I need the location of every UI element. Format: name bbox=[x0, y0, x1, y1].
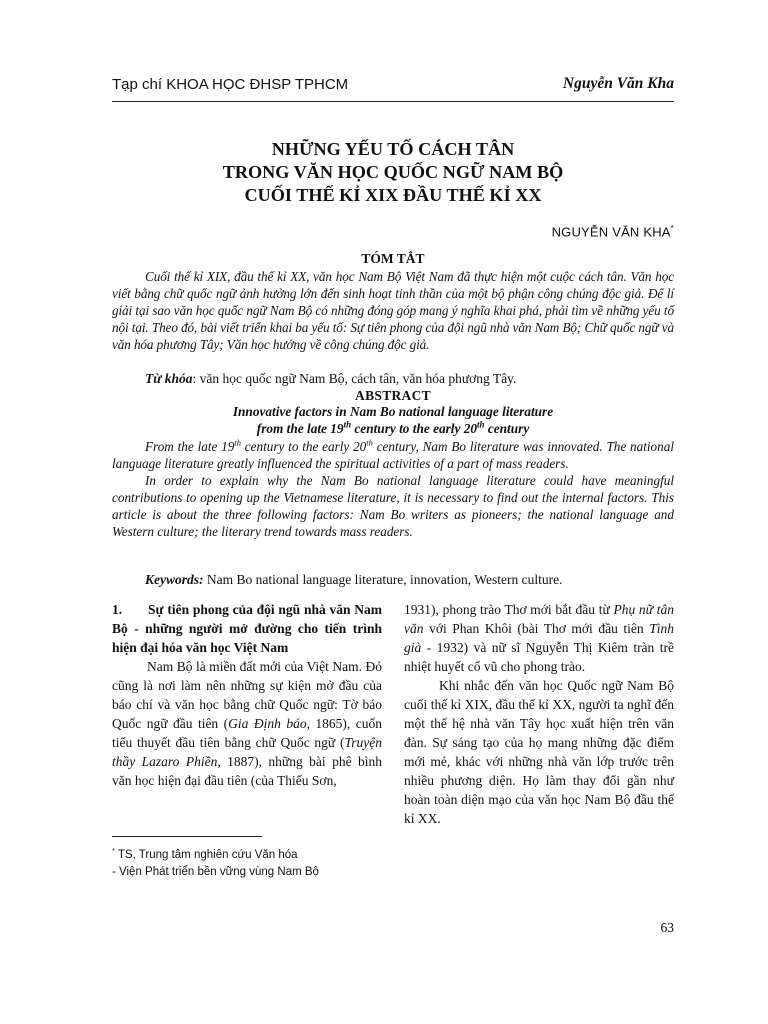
vietnamese-keywords bbox=[145, 371, 516, 387]
left-column bbox=[112, 600, 382, 790]
english-abstract-paragraph-1: From the late 19th century to the early 20th century, Nam Bo literature was innovated. The national language literature greatly influenced the spiritual activities of a part of mass readers. bbox=[112, 437, 674, 471]
english-title-line-1: Innovative factors in Nam Bo national language literature bbox=[232, 404, 554, 419]
vietnamese-keywords-label: Từ khóa bbox=[145, 371, 193, 386]
english-keywords bbox=[145, 572, 562, 588]
author-byline bbox=[552, 224, 674, 239]
article-title bbox=[112, 138, 674, 207]
author-name: NGUYỄN VĂN KHA bbox=[551, 224, 671, 240]
section-1-title: Sự tiên phong của đội ngũ nhà văn Nam Bộ - những người mở đường cho tiến trình hiện đại hóa văn học Việt Nam bbox=[112, 602, 382, 655]
english-keywords-label: Keywords: bbox=[145, 572, 204, 587]
title-line-3: CUỐI THẾ KỈ XIX ĐẦU THẾ KỈ XX bbox=[244, 185, 542, 205]
footnote-line-2: - Viện Phát triển bền vững vùng Nam Bộ bbox=[112, 865, 319, 878]
english-abstract-paragraph-2: In order to explain why the Nam Bo national language literature could have meaningful contributions to opening up the Vietnamese literature, it is necessary to find out the internal factors. This article is about the three following factors: Nam Bo writers as pioneers; the national language and Western culture; the literary trend towards mass readers. bbox=[112, 473, 674, 539]
page-number: 63 bbox=[660, 920, 674, 935]
header-author: Nguyễn Văn Kha bbox=[562, 75, 674, 92]
header-rule bbox=[112, 101, 674, 102]
vietnamese-abstract bbox=[112, 268, 674, 353]
right-column-paragraph-2: Khi nhắc đến văn học Quốc ngữ Nam Bộ cuối thế kỉ XIX, đầu thế kỉ XX, người ta nghĩ đến một thế hệ nhà văn Tây học xuất hiện trên văn đàn. Sự sáng tạo của họ mang những đặc điểm mới mẻ, khác với những nhà văn lớp trước trên nhiều phương diện. Họ làm thay đổi gần như hoàn toàn diện mạo của văn học Nam Bộ đầu thế kỉ XX. bbox=[404, 678, 674, 826]
english-keywords-text: Nam Bo national language literature, innovation, Western culture. bbox=[203, 572, 563, 587]
running-header bbox=[112, 74, 674, 98]
section-1-paragraph-1: Nam Bộ là miền đất mới của Việt Nam. Đó cũng là nơi làm nên những sự kiện mở đầu của báo chí và văn học bằng chữ Quốc ngữ: Tờ báo Quốc ngữ đầu tiên (Gia Định báo, 1865), cuốn tiểu thuyết đầu tiên bằng chữ Quốc ngữ (Truyện thầy Lazaro Phiền, 1887), những bài phê bình văn học hiện đại đầu tiên (của Thiếu Sơn, bbox=[112, 659, 382, 788]
vietnamese-abstract-paragraph: Cuối thế kỉ XIX, đầu thế kỉ XX, văn học Nam Bộ Việt Nam đã thực hiện một cuộc cách tân. Văn học viết bằng chữ quốc ngữ ảnh hưởng lớn đến sinh hoạt tinh thần của một bộ phận công chúng độc giả. Để lí giải tại sao văn học quốc ngữ Nam Bộ có những đóng góp mang ý nghĩa khai phá, phải tìm về những yếu tố nội tại. Theo đó, bài viết triển khai ba yếu tố: Sự tiên phong của đội ngũ nhà văn Nam Bộ; Chữ quốc ngữ và văn hóa phương Tây; Văn học hướng về công chúng độc giả. bbox=[112, 269, 674, 353]
title-line-2: TRONG VĂN HỌC QUỐC NGỮ NAM BỘ bbox=[222, 162, 564, 182]
english-title-line-2: from the late 19th century to the early 20th century bbox=[256, 419, 530, 436]
author-footnote-mark: * bbox=[670, 224, 674, 233]
english-abstract bbox=[112, 438, 674, 540]
section-1-number: 1. bbox=[112, 602, 123, 617]
right-column-paragraph-1: 1931), phong trào Thơ mới bắt đầu từ Phụ nữ tân văn với Phan Khôi (bài Thơ mới đầu tiên Tình già - 1932) và nữ sĩ Nguyễn Thị Kiêm tràn trề nhiệt huyết cổ vũ cho phong trào. bbox=[404, 602, 674, 674]
journal-name: Tạp chí KHOA HỌC ĐHSP TPHCM bbox=[112, 76, 349, 93]
footnote bbox=[112, 842, 319, 881]
abstract-heading: ABSTRACT bbox=[355, 388, 431, 403]
title-line-1: NHỮNG YẾU TỐ CÁCH TÂN bbox=[271, 139, 515, 159]
right-column bbox=[404, 600, 674, 828]
footnote-line-1: * TS, Trung tâm nghiên cứu Văn hóa bbox=[112, 846, 298, 861]
section-1-heading bbox=[112, 600, 382, 657]
footnote-rule bbox=[112, 836, 262, 837]
english-title bbox=[112, 403, 674, 437]
vietnamese-keywords-text: : văn học quốc ngữ Nam Bộ, cách tân, văn hóa phương Tây. bbox=[192, 371, 517, 386]
summary-heading: TÓM TẮT bbox=[361, 251, 425, 266]
